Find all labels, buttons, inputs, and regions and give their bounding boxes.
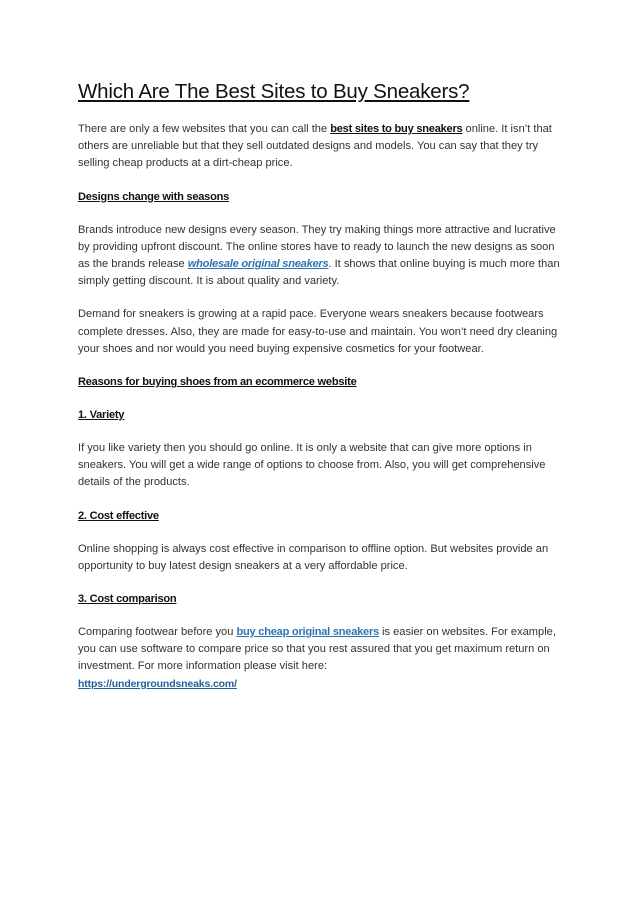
subheading-cost-effective: 2. Cost effective (78, 509, 159, 522)
page-title: Which Are The Best Sites to Buy Sneakers? (78, 80, 470, 103)
designs-paragraph-2: Demand for sneakers is growing at a rapid pace. Everyone wears sneakers because footwears complete dresses. Also, they are made for easy-to-use and maintain. You won’t need dry cleaning your shoes and nor would you need buying expensive cosmetics for your footwear. (78, 308, 558, 355)
intro-text-before: There are only a few websites that you can call the (78, 123, 331, 135)
section-heading-designs: Designs change with seasons (78, 190, 230, 203)
subheading-cost-comparison: 3. Cost comparison (78, 593, 177, 606)
intro-text-after: online. It isn’t that others are unreliable but that they sell outdated designs and models. You can say that they try selling cheap products at a dirt-cheap price. (78, 123, 552, 170)
intro-paragraph (78, 121, 566, 173)
designs-text-after: . It shows that online buying is much more than simply getting discount. It is about quality and variety. (78, 258, 560, 288)
variety-paragraph: If you like variety then you should go online. It is only a website that can give more options in sneakers. You will get a wide range of options to choose from. Also, you will get comprehensive details of the products. (78, 442, 546, 489)
designs-paragraph-1 (78, 222, 566, 291)
section-heading-reasons: Reasons for buying shoes from an ecommerce website (78, 376, 357, 389)
document-page (78, 80, 566, 693)
cost-comparison-paragraph (78, 624, 566, 693)
intro-strong-phrase: best sites to buy sneakers (330, 123, 463, 135)
website-url-link[interactable]: https://undergroundsneaks.com/ (78, 677, 237, 690)
designs-text-before: Brands introduce new designs every season. They try making things more attractive and lucrative by providing upfront discount. The online stores have to ready to launch the new designs as soon as the brands release (78, 223, 556, 271)
cost-effective-paragraph: Online shopping is always cost effective in comparison to offline option. But websites provide an opportunity to buy latest design sneakers at a very affordable price. (78, 542, 549, 572)
subheading-variety: 1. Variety (78, 409, 125, 422)
comparison-text-before: Comparing footwear before you (78, 626, 237, 639)
buy-cheap-sneakers-link[interactable]: buy cheap original sneakers (236, 626, 379, 639)
comparison-text-after: is easier on websites. For example, you can use software to compare price so that you rest assured that you get maximum return on investment. For more information please visit here: (78, 626, 556, 673)
wholesale-sneakers-link[interactable]: wholesale original sneakers (187, 258, 329, 271)
